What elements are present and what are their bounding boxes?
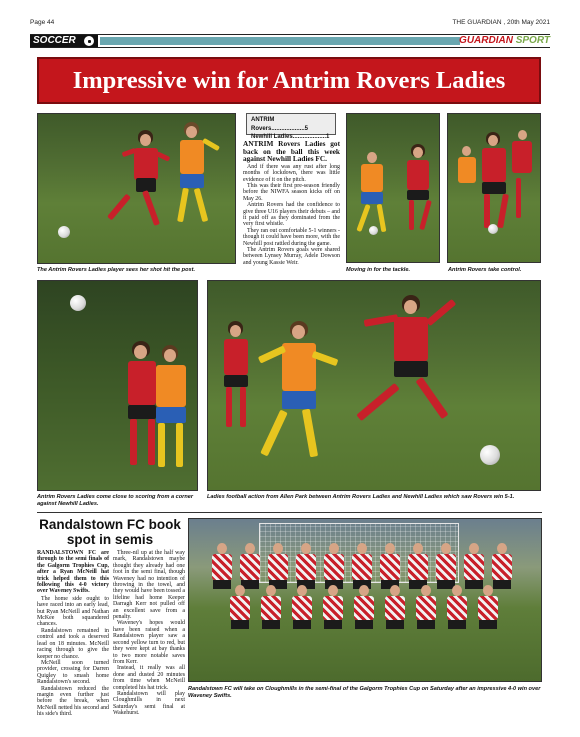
team-player-figure: [384, 585, 406, 639]
randalstown-paragraph: Randalstown reduced the margin even further just before the break, when McNeill netted his second and his side's third.: [37, 685, 109, 718]
team-player-figure: [229, 585, 251, 639]
match-report-paragraph: The Antrim Rovers goals were shared between Lynsey Murray, Adele Dowson and young Kassie Weir.: [243, 247, 340, 266]
team-player-figure: [291, 585, 313, 639]
section-divider: [37, 512, 542, 513]
match-report-paragraph: Antrim Rovers had the confidence to give three U16 players their debuts – and it paid off as they dominated from the very first whistle.: [243, 202, 341, 228]
page-number: Page 44: [30, 19, 55, 26]
football: [480, 445, 500, 465]
football: [488, 224, 498, 234]
randalstown-paragraph: The home side ought to have raced into an early lead, but Ryan McNeill and Nathan McKee both squandered chances.: [37, 595, 109, 628]
paper-date: THE GUARDIAN , 20th May 2021: [452, 19, 550, 26]
photo-shot-hits-post: [37, 113, 236, 264]
section-label: SOCCER: [33, 35, 76, 46]
randalstown-paragraph: Randalstown will play Cloughmills in next Saturday's semi final at Wakehurst.: [113, 690, 185, 717]
player-red: [399, 144, 439, 239]
team-player-figure: [353, 585, 375, 639]
player-red: [508, 128, 538, 238]
match-report-paragraph: They ran out comfortable 5-1 winners - though it could have been more, with the Newhill post rattled during the game.: [243, 227, 340, 247]
randalstown-paragraph: Instead, it really was all done and dusted 20 minutes from time when McNeill completed his hat trick.: [113, 665, 185, 691]
photo-randalstown-team: [188, 518, 542, 682]
brand-sport: SPORT: [515, 35, 550, 46]
match-report-paragraph: This was their first pre-season friendly before the NIWFA season kicks off on May 26.: [243, 183, 340, 202]
score-line-newhill: Newhill Ladies....................1: [251, 134, 330, 140]
brand-logo: [459, 35, 550, 47]
photo-corner: [37, 280, 198, 491]
randalstown-column-2: [113, 550, 185, 717]
score-box: [246, 113, 336, 140]
team-player-figure: [477, 585, 499, 639]
team-front-row: [225, 585, 515, 665]
player-orange-bib: [452, 144, 482, 234]
player-orange-bib: [148, 345, 198, 485]
randalstown-paragraph: Three-nil up at the half way mark, Randalstown maybe thought they already had one foot in the semi final, though Waveney had no intention of throwing in the towel, and they would have been tossed a lifeline had home Keeper Darragh Kerr not pulled off an excellent save from a penalty.: [113, 550, 185, 621]
football: [369, 226, 378, 235]
player-red: [120, 128, 170, 248]
match-report: [243, 140, 340, 266]
brand-guardian: GUARDIAN: [459, 35, 513, 46]
randalstown-headline: Randalstown FC book spot in semis: [39, 517, 181, 547]
randalstown-paragraph: McNeill soon turned provider, crossing for Darren Quigley to smash home Randalstown's second.: [37, 659, 109, 686]
randalstown-paragraph: Waveney's hopes would have been raised when a Randalstown player saw a second yellow turn to red, but they were kept at bay thanks to two more notable saves from Kerr.: [113, 620, 185, 665]
player-orange-bib: [252, 321, 342, 471]
randalstown-column-1: [37, 550, 109, 718]
football: [70, 295, 86, 311]
randalstown-lead: RANDALSTOWN FC are through to the semi finals of the Galgorm Trophies Cup, after a Ryan McNeill hat trick helped them to this following this 4-0 victory over Waveney Swifts.: [37, 550, 109, 595]
caption-allen-park-action: Ladies football action from Allen Park between Antrim Rovers Ladies and Newhill Ladies which saw Rovers win 5-1.: [207, 494, 515, 500]
team-player-figure: [260, 585, 282, 639]
team-player-figure: [322, 585, 344, 639]
photo-tackle: [346, 113, 440, 263]
teal-strip: [100, 37, 460, 45]
match-report-lead: ANTRIM Rovers Ladies got back on the ball this week against Newhill Ladies FC.: [243, 139, 340, 164]
football-icon: [84, 36, 94, 46]
football: [58, 226, 70, 238]
match-report-paragraph: And if there was any rust after long months of lockdown, there was little evidence of it on the pitch.: [243, 163, 340, 183]
page-headline: Impressive win for Antrim Rovers Ladies: [72, 67, 506, 94]
caption-take-control: Antrim Rovers take control.: [448, 267, 522, 273]
headline-banner: [37, 57, 541, 104]
caption-randalstown-team: Randalstown FC will take on Cloughmills in the semi-final of the Galgorm Trophies Cup on Saturday after an impressive 4-0 win over Waveney Swifts.: [188, 686, 541, 699]
team-player-figure: [415, 585, 437, 639]
score-line-antrim: ANTRIM Rovers....................5: [251, 117, 309, 132]
photo-allen-park-action: [207, 280, 541, 491]
section-bar: [30, 34, 550, 48]
player-red: [216, 321, 256, 441]
player-red-kicking: [358, 295, 468, 455]
caption-shot-hits-post: The Antrim Rovers Ladies player sees her shot hit the post.: [37, 267, 196, 273]
caption-corner: Antrim Rovers Ladies come close to scoring from a corner against Newhill Ladies.: [37, 494, 194, 507]
team-player-figure: [446, 585, 468, 639]
caption-tackle: Moving in for the tackle.: [346, 267, 411, 273]
player-orange-bib: [168, 122, 223, 247]
photo-take-control: [447, 113, 541, 263]
randalstown-paragraph: Randalstown remained in control and took a deserved lead on 18 minutes. McNeill racing through to give the keeper no chance.: [37, 627, 109, 660]
